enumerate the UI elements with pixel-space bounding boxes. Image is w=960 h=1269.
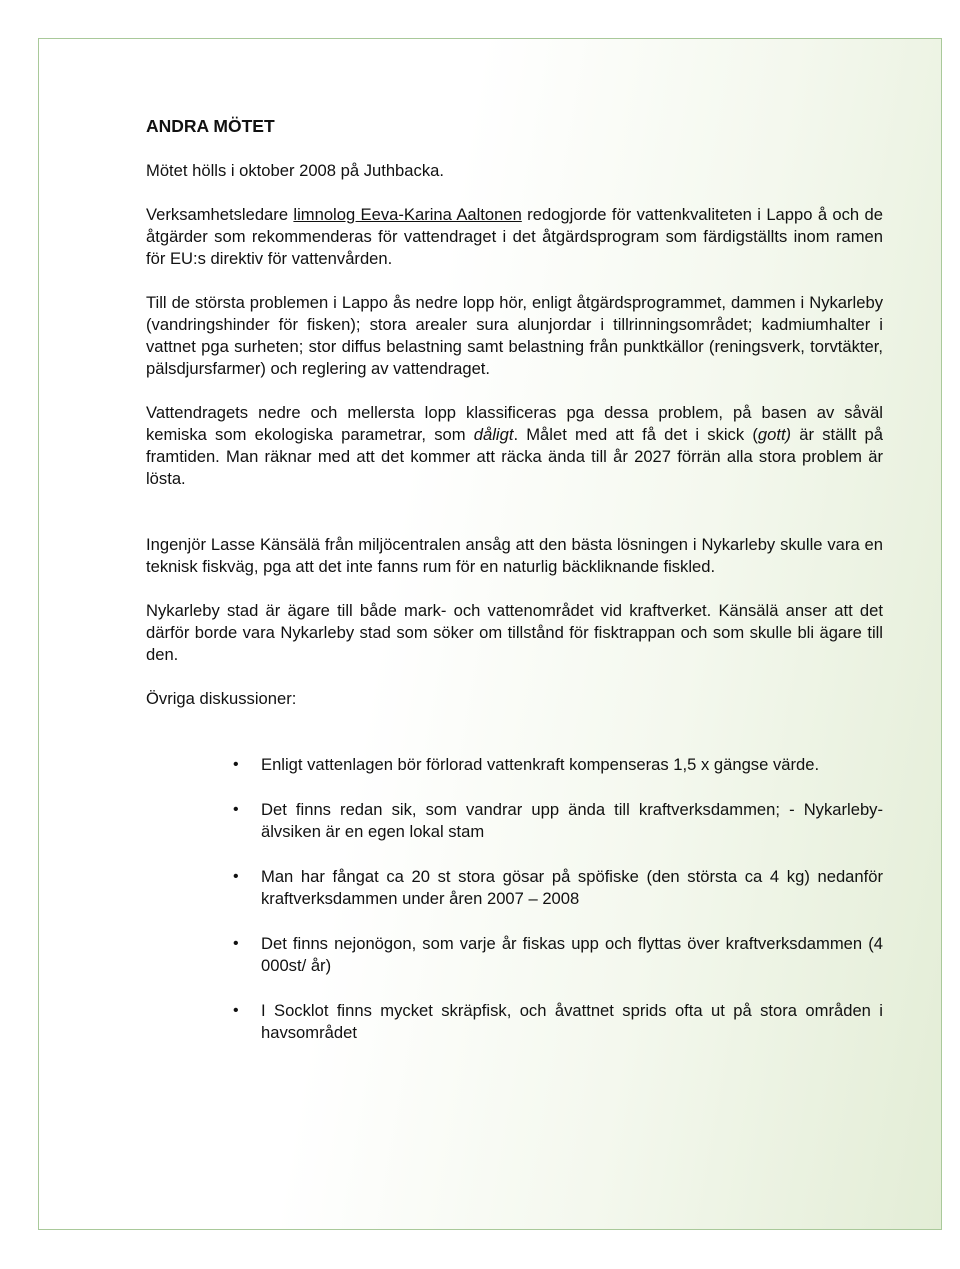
list-item-text: Enligt vattenlagen bör förlorad vattenkraft kompenseras 1,5 x gängse värde. xyxy=(261,755,820,774)
document-page xyxy=(38,38,942,1230)
paragraph-fishway: Ingenjör Lasse Känsälä från miljöcentralen ansåg att den bästa lösningen i Nykarleby skulle vara en teknisk fiskväg, pga att det inte fanns rum för en naturlig bäckliknande fiskled. xyxy=(146,535,883,576)
classification-poor: dåligt xyxy=(473,425,514,444)
bullet-icon: • xyxy=(233,935,239,952)
classification-good: gott) xyxy=(757,425,792,444)
paragraph-classification-part2: . Målet med att få det i skick ( xyxy=(513,425,758,444)
bullet-icon: • xyxy=(233,801,239,818)
section-heading: ANDRA MÖTET xyxy=(146,116,275,136)
discussion-list xyxy=(146,754,883,1044)
paragraph-classification-part1: Vattendragets nedre och mellersta lopp klassificeras pga dessa problem, på basen av såväl kemiska som ekologiska parametrar, som xyxy=(146,403,883,444)
paragraph-water-quality-pre: Verksamhetsledare xyxy=(146,205,294,224)
meeting-intro: Mötet hölls i oktober 2008 på Juthbacka. xyxy=(146,161,444,180)
list-item xyxy=(146,754,883,776)
paragraph-water-quality-post: redogjorde för vattenkvaliteten i Lappo å och de åtgärder som rekommenderas för vattendraget i det åtgärdsprogram som färdigställts inom ramen för EU:s direktiv för vattenvården. xyxy=(146,205,883,268)
limnologist-link[interactable]: limnolog Eeva-Karina Aaltonen xyxy=(293,205,522,224)
list-item xyxy=(146,799,883,843)
list-item-text: Det finns nejonögon, som varje år fiskas upp och flyttas över kraftverksdammen (4 000st/ år) xyxy=(261,934,883,975)
discussions-label: Övriga diskussioner: xyxy=(146,689,297,708)
bullet-icon: • xyxy=(233,1002,239,1019)
paragraph-water-quality xyxy=(146,204,883,270)
bullet-icon: • xyxy=(233,756,239,773)
paragraph-classification-part3: är ställt på framtiden. Man räknar med att det kommer att räcka ända till år 2027 förrän alla stora problem är lösta. xyxy=(146,425,883,488)
list-item xyxy=(146,866,883,910)
list-item-text: Man har fångat ca 20 st stora gösar på spöfiske (den största ca 4 kg) nedanför kraftverksdammen under åren 2007 – 2008 xyxy=(261,867,883,908)
list-item xyxy=(146,1000,883,1044)
paragraph-ownership: Nykarleby stad är ägare till både mark- och vattenområdet vid kraftverket. Känsälä anser att det därför borde vara Nykarleby stad som söker om tillstånd för fisktrappan och som skulle bli ägare till den. xyxy=(146,601,883,664)
paragraph-main-problems: Till de största problemen i Lappo ås nedre lopp hör, enligt åtgärdsprogrammet, dammen i Nykarleby (vandringshinder för fisken); stora arealer sura alunjordar i tillrinningsområdet; kadmiumhalter i vattnet pga surheten; stor diffus belastning samt belastning från punktkällor (reningsverk, torvtäkter, pälsdjursfarmer) och reglering av vattendraget. xyxy=(146,293,883,378)
paragraph-classification xyxy=(146,402,883,490)
document-content xyxy=(146,115,883,1067)
list-item-text: Det finns redan sik, som vandrar upp ända till kraftverksdammen; - Nykarleby- älvsiken är en egen lokal stam xyxy=(261,800,883,841)
bullet-icon: • xyxy=(233,868,239,885)
list-item xyxy=(146,933,883,977)
list-item-text: I Socklot finns mycket skräpfisk, och åvattnet sprids ofta ut på stora områden i havsområdet xyxy=(261,1001,883,1042)
